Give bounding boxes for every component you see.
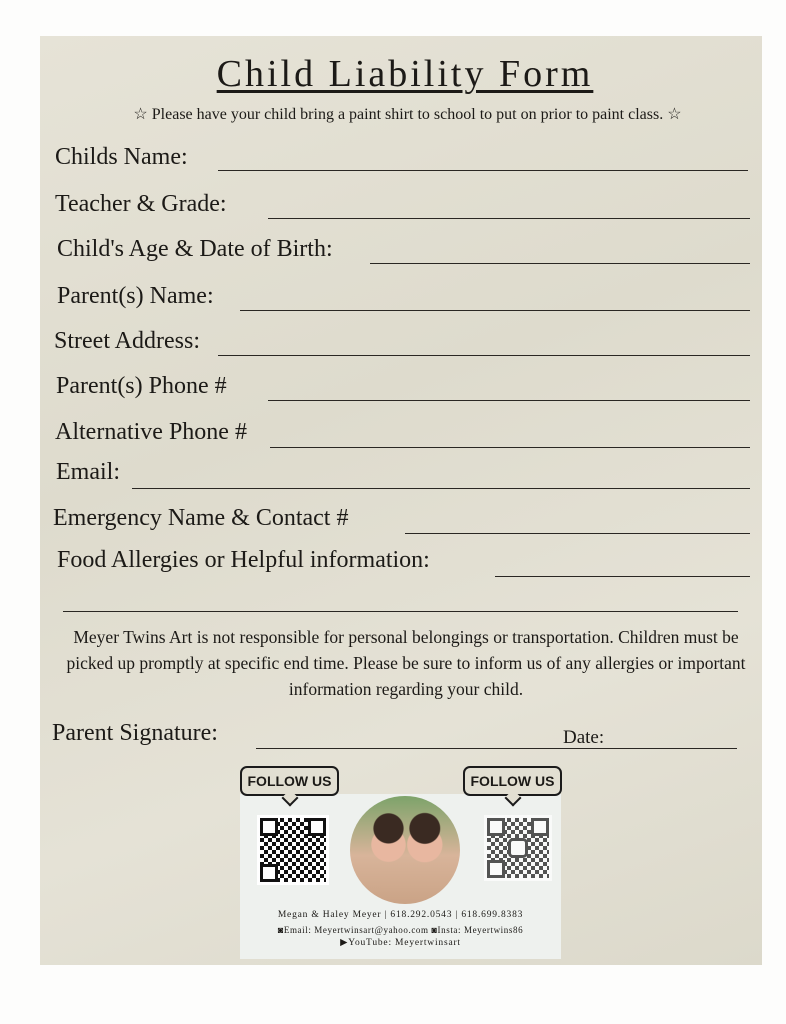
food-allergies-extra-line[interactable] bbox=[63, 611, 738, 612]
follow-us-left: FOLLOW US bbox=[240, 766, 339, 796]
email-insta-line bbox=[240, 925, 561, 935]
qr-code-icon bbox=[257, 815, 329, 885]
field-label: Parent(s) Name: bbox=[57, 283, 214, 309]
field-label: Alternative Phone # bbox=[55, 419, 247, 445]
date-label: Date: bbox=[563, 727, 605, 748]
field-label: Street Address: bbox=[54, 328, 200, 354]
email-icon: ◙ bbox=[277, 925, 284, 935]
field-label: Parent(s) Phone # bbox=[56, 373, 227, 399]
street-address-line[interactable] bbox=[218, 355, 750, 356]
field-label: Emergency Name & Contact # bbox=[53, 505, 349, 531]
field-label: Email: bbox=[56, 459, 120, 485]
parent-name-line[interactable] bbox=[240, 310, 750, 311]
contact-insta: Insta: Meyertwins86 bbox=[437, 925, 524, 935]
disclaimer: Meyer Twins Art is not responsible for personal belongings or transportation. Children must be picked up promptly at specific end time. Please be sure to inform us of any allergies or important information regarding your child. bbox=[66, 627, 746, 699]
alt-phone-line[interactable] bbox=[270, 447, 750, 448]
names-phones: Megan & Haley Meyer | 618.292.0543 | 618.699.8383 bbox=[277, 910, 524, 920]
field-label: Child's Age & Date of Birth: bbox=[57, 236, 333, 262]
field-label: Food Allergies or Helpful information: bbox=[57, 547, 430, 573]
childs-name-line[interactable] bbox=[218, 170, 748, 171]
emergency-contact-line[interactable] bbox=[405, 533, 750, 534]
youtube-line bbox=[240, 937, 561, 948]
instagram-icon bbox=[508, 838, 528, 858]
email-line[interactable] bbox=[132, 488, 750, 489]
contact-youtube: YouTube: Meyertwinsart bbox=[348, 938, 461, 948]
instagram-icon: ◙ bbox=[431, 925, 438, 935]
youtube-icon: ▶ bbox=[340, 938, 349, 948]
signature-line[interactable] bbox=[256, 748, 737, 749]
teacher-grade-line[interactable] bbox=[268, 218, 750, 219]
field-label: Childs Name: bbox=[55, 144, 188, 170]
food-allergies-line[interactable] bbox=[495, 576, 750, 577]
paint-shirt-note: ☆ Please have your child bring a paint shirt to school to put on prior to paint class. ☆ bbox=[133, 106, 682, 123]
form-title: Child Liability Form bbox=[216, 53, 594, 95]
age-dob-line[interactable] bbox=[370, 263, 750, 264]
parent-phone-line[interactable] bbox=[268, 400, 750, 401]
signature-label: Parent Signature: bbox=[52, 720, 218, 746]
field-label: Teacher & Grade: bbox=[55, 191, 227, 217]
twins-photo bbox=[350, 796, 460, 904]
follow-us-right: FOLLOW US bbox=[463, 766, 562, 796]
instagram-qr-code-icon bbox=[484, 815, 552, 881]
contact-email: Email: Meyertwinsart@yahoo.com bbox=[283, 925, 429, 935]
